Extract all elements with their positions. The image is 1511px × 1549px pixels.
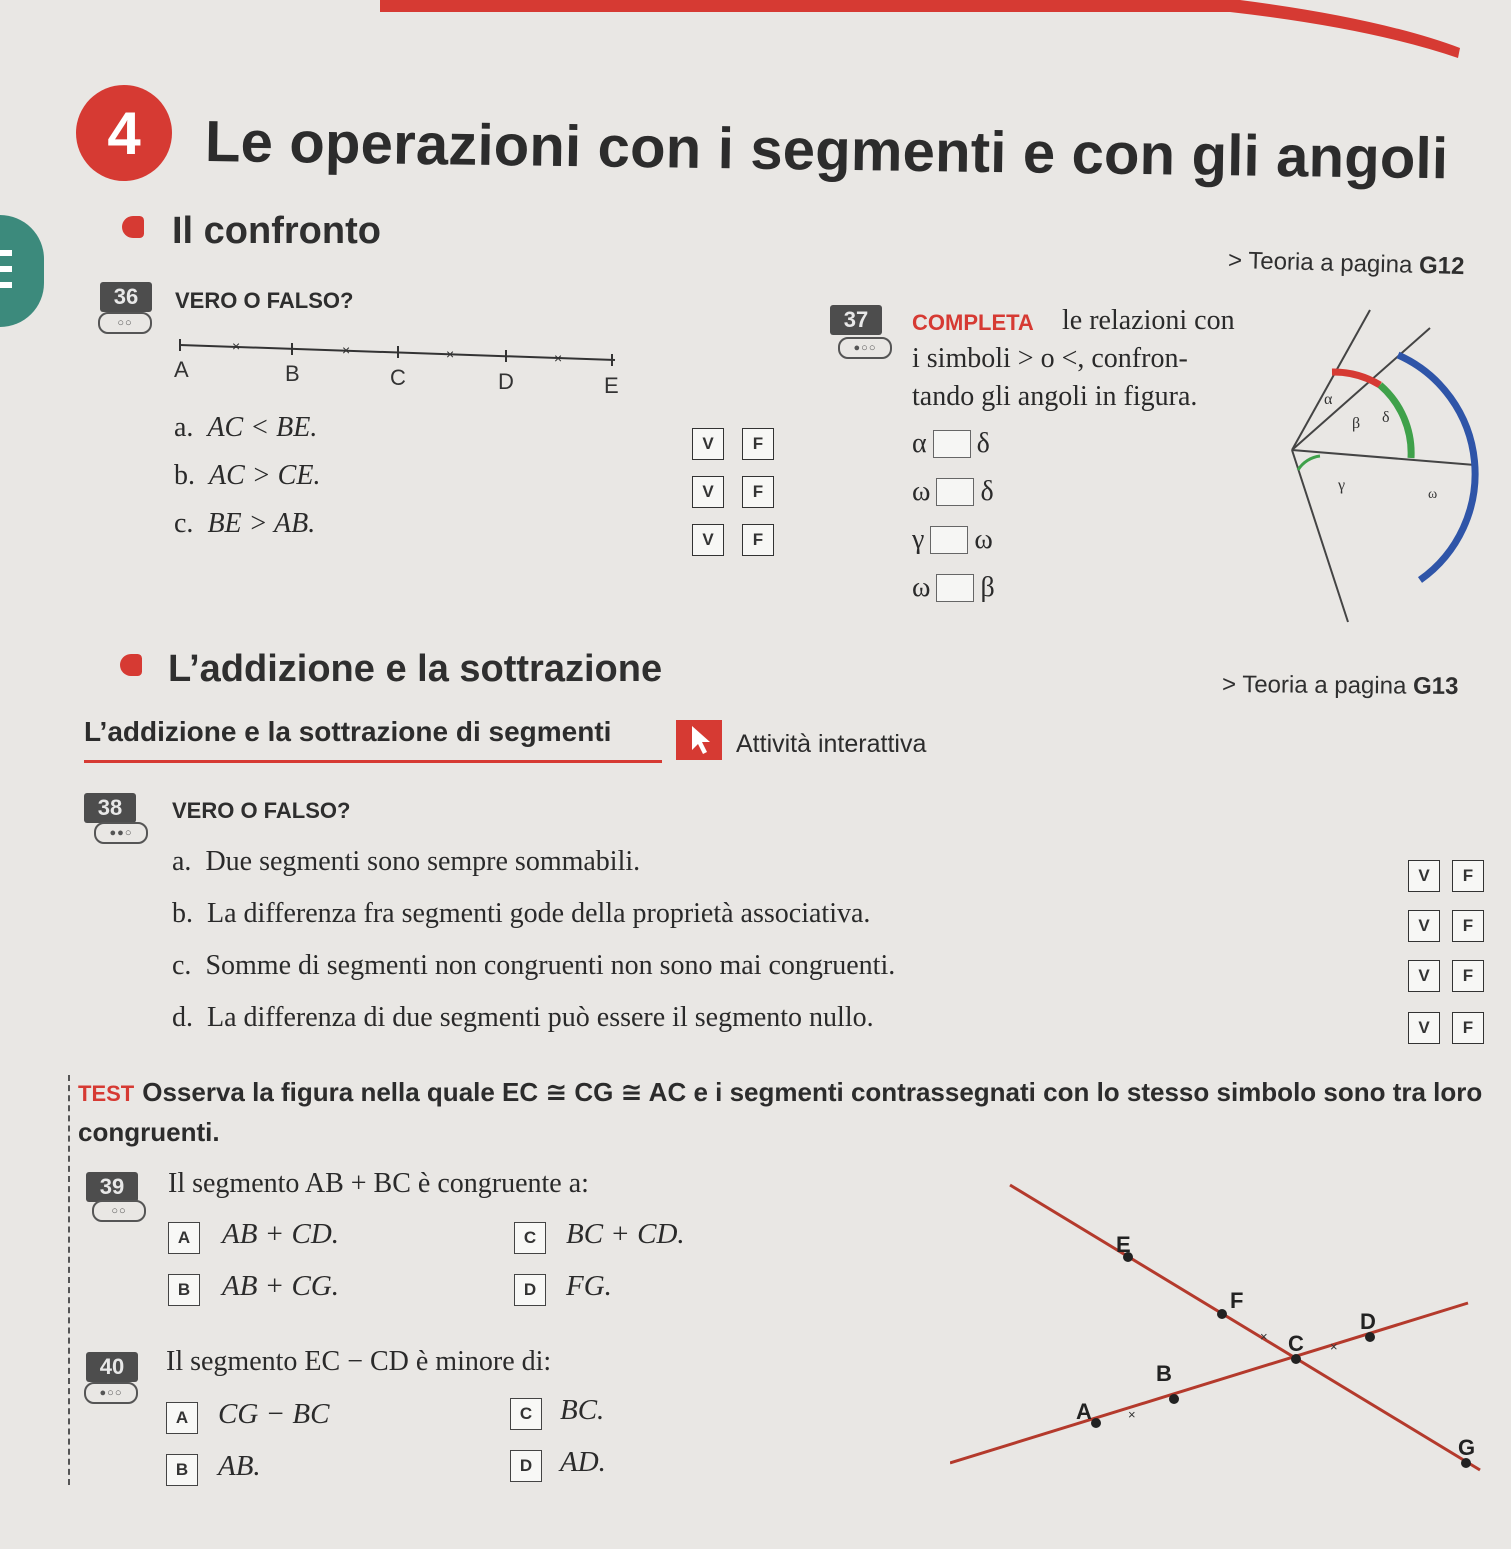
difficulty-dots-icon: ○○ [92,1200,146,1222]
angle-symbol: ω [912,476,931,507]
test-dashed-line [68,1075,70,1485]
point-label: C [390,365,406,390]
teoria-link-g12[interactable] [1228,247,1465,281]
option-text: AB + CD. [222,1218,340,1250]
option-key[interactable]: C [514,1222,546,1254]
option-text: AB + CG. [222,1270,340,1302]
item-letter: c. [174,508,194,539]
difficulty-dots-icon: ○○ [98,312,152,334]
point-b [1169,1394,1179,1404]
vf-item [172,898,870,930]
angle-label: ω [1428,487,1438,502]
option-text: BC. [560,1394,605,1426]
false-checkbox[interactable]: F [1452,960,1484,992]
item-letter: b. [172,898,193,929]
angle-symbol: α [912,428,927,459]
top-decorative-bar [380,0,1460,58]
exercise-question: Il segmento AB + BC è congruente a: [168,1168,589,1199]
relation-answer-box[interactable] [936,478,974,506]
test-instructions [78,1073,1488,1151]
interactive-activity-link[interactable]: L’addizione e la sottrazione di segmenti [84,716,612,747]
teoria-page: G12 [1418,251,1465,281]
option-text: AB. [218,1450,261,1482]
option-key[interactable]: B [168,1274,200,1306]
difficulty-dots-icon: ●○○ [838,337,892,359]
vf-item [174,412,317,444]
item-text: La differenza fra segmenti gode della proprietà associativa. [207,898,871,929]
angle-symbol: δ [980,476,994,507]
exercise-question: Il segmento EC − CD è minore di: [166,1346,552,1377]
difficulty-dots-icon: ●●○ [94,822,148,844]
option-text: FG. [566,1270,612,1302]
teoria-page: G13 [1412,672,1459,701]
angle-label: γ [1338,477,1346,494]
relation-row [912,572,995,604]
interactive-activity-label[interactable]: Attività interattiva [736,730,927,758]
angle-label: β [1352,415,1361,432]
point-label: C [1288,1331,1304,1356]
exercise-number-badge: 38 [84,793,136,823]
exercise-number-badge: 37 [830,305,882,335]
item-letter: c. [172,950,192,981]
svg-text:×: × [554,350,563,366]
true-checkbox[interactable]: V [692,476,724,508]
point-label: B [1156,1361,1172,1386]
true-checkbox[interactable]: V [1408,860,1440,892]
test-label: TEST [78,1081,135,1106]
option-key[interactable]: A [168,1222,200,1254]
false-checkbox[interactable]: F [1452,860,1484,892]
vf-item [174,460,320,492]
exercise-number-badge: 39 [86,1172,138,1202]
exercise-number-badge: 36 [100,282,152,312]
false-checkbox[interactable]: F [742,524,774,556]
teoria-prefix: Teoria a pagina [1247,247,1420,279]
teoria-prefix: Teoria a pagina [1242,671,1414,700]
svg-text:×: × [232,338,241,354]
false-checkbox[interactable]: F [742,476,774,508]
link-underline [84,760,662,763]
svg-text:×: × [342,342,351,358]
difficulty-dots-icon: ●○○ [84,1382,138,1404]
chapter-number-badge: 4 [76,85,172,181]
side-tab-mark [0,282,12,288]
item-text: Due segmenti sono sempre sommabili. [205,846,641,877]
exercise-text: i simboli > o <, confron- [912,343,1188,374]
point-f [1217,1309,1227,1319]
exercise-text: tando gli angoli in figura. [912,381,1198,412]
option-key[interactable]: B [166,1454,198,1486]
angle-symbol: ω [912,572,931,603]
angle-label: δ [1382,409,1390,426]
point-label: D [1360,1309,1376,1334]
chapter-title: Le operazioni con i segmenti e con gli angoli [204,109,1449,192]
exercise-heading: VERO O FALSO? [175,288,354,313]
item-letter: a. [172,846,192,877]
angle-symbol: δ [976,428,990,459]
option-key[interactable]: C [510,1398,542,1430]
point-label: F [1230,1288,1244,1313]
item-letter: d. [172,1002,193,1033]
relation-answer-box[interactable] [930,526,968,554]
side-tab-mark [0,250,12,256]
angle-label: α [1324,391,1333,408]
angles-figure [1280,300,1505,630]
true-checkbox[interactable]: V [692,524,724,556]
point-label: A [174,357,189,382]
item-letter: a. [174,412,194,443]
angle-symbol: γ [912,524,925,555]
vf-item [172,950,895,982]
exercise-number-badge: 40 [86,1352,138,1382]
relation-row [912,476,994,508]
point-label: B [285,361,300,386]
chevron-right-icon: > [1227,246,1243,275]
point-label: G [1458,1435,1476,1460]
point-label: D [498,369,514,394]
option-text: CG − BC [218,1398,330,1430]
true-checkbox[interactable]: V [1408,910,1440,942]
item-letter: b. [174,460,195,491]
exercise-heading: VERO O FALSO? [172,798,351,823]
side-tab-mark [0,266,12,272]
true-checkbox[interactable]: V [692,428,724,460]
true-checkbox[interactable]: V [1408,960,1440,992]
vf-item [172,846,640,878]
point-label: E [604,373,619,398]
false-checkbox[interactable]: F [1452,910,1484,942]
svg-text:×: × [1128,1407,1136,1422]
chevron-right-icon: > [1221,670,1237,699]
svg-text:×: × [1260,1329,1268,1344]
point-label: E [1116,1232,1131,1257]
section-title-confronto: Il confronto [172,210,381,252]
option-key[interactable]: D [510,1450,542,1482]
relation-answer-box[interactable] [936,574,974,602]
svg-text:×: × [1330,1339,1338,1354]
true-checkbox[interactable]: V [1408,1012,1440,1044]
false-checkbox[interactable]: F [1452,1012,1484,1044]
vf-item [172,1002,874,1034]
exercise-heading: COMPLETA [912,310,1034,335]
relation-answer-box[interactable] [933,430,971,458]
item-text: Somme di segmenti non congruenti non sono mai congruenti. [205,950,896,981]
cursor-icon[interactable] [676,720,722,760]
option-key[interactable]: D [514,1274,546,1306]
angle-symbol: β [980,572,995,603]
item-text: BE > AB. [207,508,316,539]
svg-text:×: × [446,346,455,362]
option-text: BC + CD. [566,1218,685,1250]
segments-figure [950,1175,1490,1485]
option-key[interactable]: A [166,1402,198,1434]
point-a [1091,1418,1101,1428]
section-bullet-icon [122,216,144,238]
angle-symbol: ω [974,524,993,555]
relation-row [912,524,993,556]
item-text: AC < BE. [207,412,318,443]
point-label: A [1076,1399,1092,1424]
teoria-link-g13[interactable] [1222,671,1459,701]
relation-row [912,428,990,460]
option-text: AD. [560,1446,606,1478]
exercise-text: le relazioni con [1062,305,1235,336]
vf-item [174,508,315,540]
test-text: Osserva la figura nella quale EC ≅ CG ≅ AC e i segmenti contrassegnati con lo stesso simbolo sono tra loro congruenti. [78,1077,1483,1147]
item-text: AC > CE. [209,460,321,491]
segment-line-figure [170,335,630,405]
section-title-addizione: L’addizione e la sottrazione [168,648,663,690]
item-text: La differenza di due segmenti può essere il segmento nullo. [207,1002,874,1033]
section-bullet-icon [120,654,142,676]
false-checkbox[interactable]: F [742,428,774,460]
